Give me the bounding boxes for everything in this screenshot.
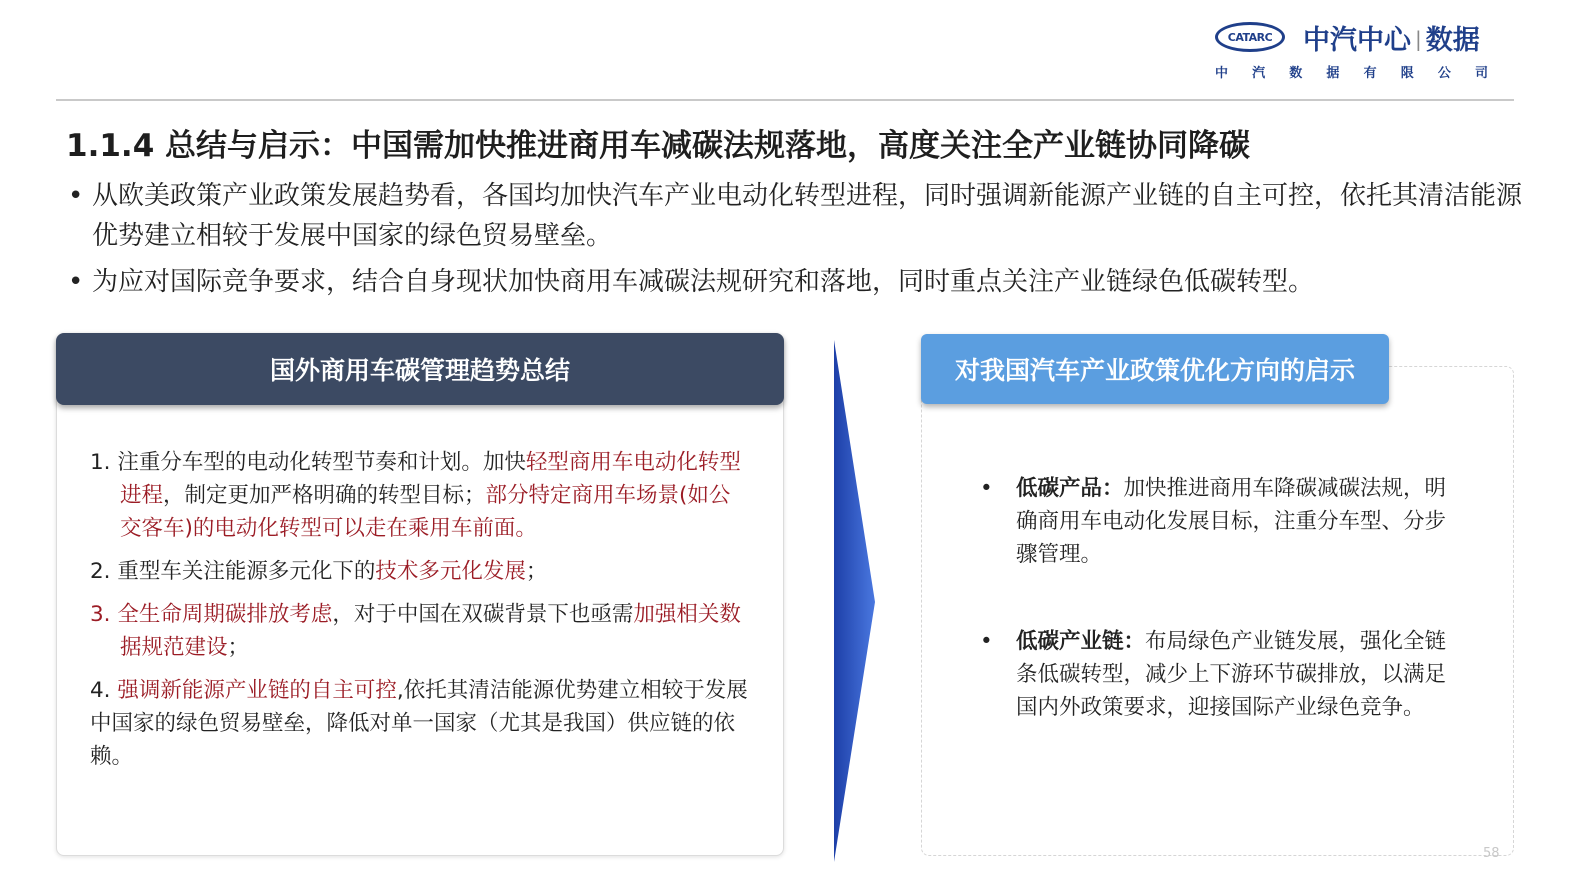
- policy-insights-header: 对我国汽车产业政策优化方向的启示: [921, 334, 1389, 404]
- trend-item-text: 重型车关注能源多元化下的: [117, 559, 376, 584]
- logo-separator: |: [1415, 27, 1422, 51]
- trend-item-highlight: 部分特定商用车场景(如公交客车)的电动化转型可以走在乘用车前面。: [120, 483, 731, 541]
- trend-item-number: 1.: [90, 450, 118, 475]
- logo-subtitle-char: 有: [1363, 66, 1377, 81]
- page-number: 58: [1483, 846, 1500, 861]
- trend-item: [90, 674, 750, 773]
- logo-subtitle-char: 限: [1400, 66, 1414, 81]
- trend-item-text: ,依托其清洁能源优势建立相较于发展中国家的绿色贸易壁垒，降低对单一国家（尤其是我国）供应链的依赖。: [90, 678, 748, 769]
- summary-bullet: • 从欧美政策产业政策发展趋势看，各国均加快汽车产业电动化转型进程，同时强调新能源产业链的自主可控，依托其清洁能源优势建立相较于发展中国家的绿色贸易壁垒。: [66, 176, 1526, 256]
- trend-item-number: 3.: [90, 602, 118, 627]
- logo-subtitle-char: 司: [1474, 66, 1488, 81]
- trend-item-number: 4.: [90, 678, 118, 703]
- summary-bullets: [66, 176, 1526, 308]
- chevron-arrow-icon: [820, 340, 880, 862]
- insight-item-title: 低碳产品：: [1016, 476, 1124, 501]
- slide-title: 1.1.4 总结与启示：中国需加快推进商用车减碳法规落地，高度关注全产业链协同降碳: [66, 128, 1251, 164]
- trend-item: [90, 598, 750, 664]
- policy-insights-list: [980, 472, 1450, 778]
- logo-subtitle-char: 汽: [1252, 66, 1266, 81]
- trend-item-text: 注重分车型的电动化转型节奏和计划。加快: [117, 450, 526, 475]
- trend-item-highlight: 轻型商用车电动化转型进程: [120, 450, 741, 508]
- logo-subtitle-char: 中: [1215, 66, 1229, 81]
- logo-name-main: 中汽中心: [1303, 25, 1411, 56]
- logo-subtitle-char: 数: [1289, 66, 1303, 81]
- trend-item-text: ，制定更加严格明确的转型目标；: [163, 483, 486, 508]
- insight-item-title: 低碳产业链：: [1016, 629, 1146, 654]
- trend-item-text: ；: [227, 635, 250, 660]
- insight-item-text: 加快推进商用车降碳减碳法规，明确商用车电动化发展目标，注重分车型、分步骤管理。: [1016, 476, 1447, 567]
- foreign-trends-header: 国外商用车碳管理趋势总结: [56, 333, 784, 405]
- insight-item: [980, 472, 1450, 571]
- logo-subtitle: [1215, 62, 1488, 81]
- logo-emblem: CATARC: [1215, 22, 1285, 52]
- summary-bullet: • 为应对国际竞争要求，结合自身现状加快商用车减碳法规研究和落地，同时重点关注产业链绿色低碳转型。: [66, 262, 1526, 302]
- trend-item-highlight: 技术多元化发展: [375, 559, 526, 584]
- header-divider: [56, 99, 1514, 101]
- foreign-trends-list: [90, 446, 750, 783]
- insight-item-text: 布局绿色产业链发展，强化全链条低碳转型，减少上下游环节碳排放，以满足国内外政策要求，迎接国际产业绿色竞争。: [1016, 629, 1447, 720]
- trend-item: [90, 555, 750, 588]
- trend-item-highlight: 全生命周期碳排放考虑: [117, 602, 333, 627]
- trend-item-highlight: 加强相关数据规范建设: [120, 602, 741, 660]
- logo-name-suffix: 数据: [1425, 25, 1480, 56]
- insight-item: [980, 625, 1450, 724]
- trend-item-number: 2.: [90, 559, 118, 584]
- trend-item: [90, 446, 750, 545]
- trend-item-highlight: 强调新能源产业链的自主可控: [117, 678, 397, 703]
- trend-item-text: ，对于中国在双碳背景下也亟需: [332, 602, 634, 627]
- logo-name: [1303, 18, 1480, 57]
- logo-subtitle-char: 公: [1437, 66, 1451, 81]
- company-logo: [1215, 18, 1515, 82]
- logo-subtitle-char: 据: [1326, 66, 1340, 81]
- trend-item-text: ；: [525, 559, 548, 584]
